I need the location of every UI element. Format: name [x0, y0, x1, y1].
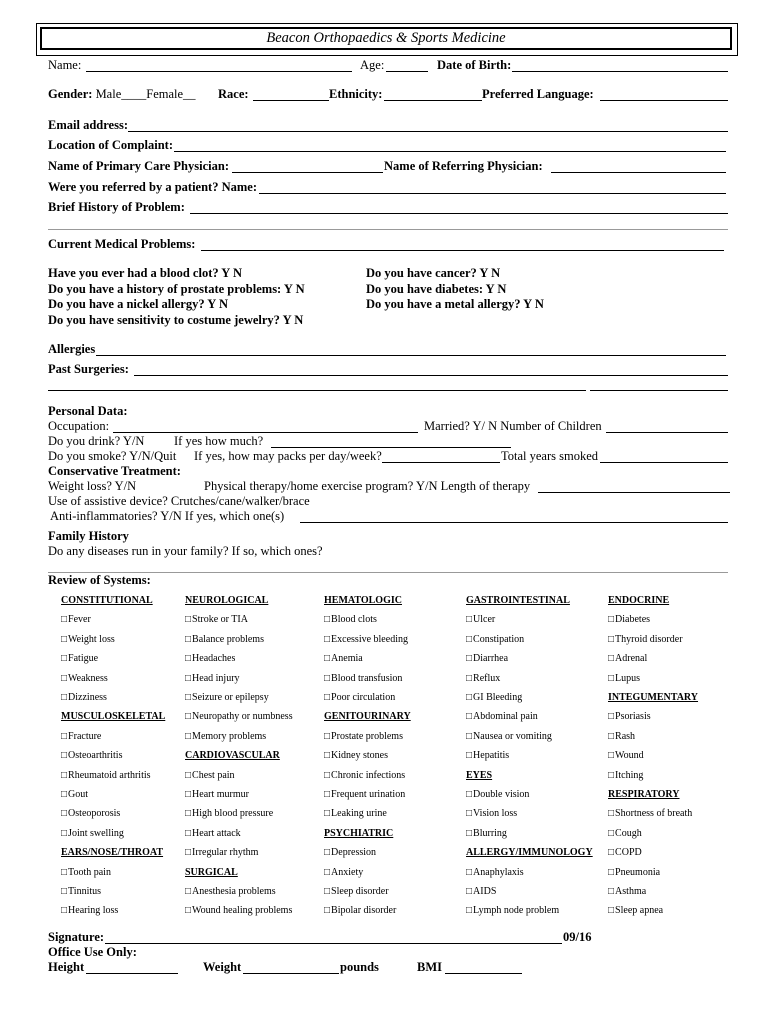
ros-checkbox-weight-loss[interactable]: □ Weight loss	[61, 634, 115, 645]
weight-label: Weight	[203, 960, 242, 974]
signature-label: Signature:	[48, 930, 105, 944]
signature-field[interactable]	[105, 943, 562, 944]
ros-heading-allergy-immunology: ALLERGY/IMMUNOLOGY	[466, 847, 593, 859]
ros-checkbox-weakness[interactable]: □ Weakness	[61, 673, 108, 684]
referred-patient-label: Were you referred by a patient? Name:	[48, 180, 257, 194]
surgeries-field[interactable]	[134, 375, 728, 376]
personal-heading: Personal Data:	[48, 404, 128, 418]
ros-checkbox-frequent-urination[interactable]: □ Frequent urination	[324, 789, 405, 800]
smoke-label[interactable]: Do you smoke? Y/N/Quit	[48, 449, 177, 463]
ros-heading-neurological: NEUROLOGICAL	[185, 595, 269, 606]
packs-label: If yes, how may packs per day/week?	[194, 449, 382, 463]
bmi-field[interactable]	[445, 973, 522, 974]
ros-heading-musculoskeletal: MUSCULOSKELETAL	[61, 711, 166, 723]
weight-loss-label[interactable]: Weight loss? Y/N	[48, 479, 137, 493]
race-field[interactable]	[253, 100, 329, 101]
referred-patient-field[interactable]	[259, 193, 726, 194]
gender-row	[48, 87, 196, 102]
ros-checkbox-wound-healing-problems[interactable]: □ Wound healing problems	[185, 905, 292, 916]
location-label: Location of Complaint:	[48, 138, 173, 152]
ros-checkbox-sleep-apnea[interactable]: □ Sleep apnea	[608, 905, 663, 916]
drink-label[interactable]: Do you drink? Y/N	[48, 434, 145, 448]
dob-label: Date of Birth:	[437, 58, 512, 72]
age-field[interactable]	[386, 71, 428, 72]
ros-checkbox-osteoporosis[interactable]: □ Osteoporosis	[61, 808, 120, 819]
family-history-heading: Family History	[48, 529, 129, 543]
ros-heading-endocrine: ENDOCRINE	[608, 595, 670, 606]
blood-clot-question[interactable]: Have you ever had a blood clot? Y N	[48, 266, 242, 280]
years-smoked-label: Total years smoked	[501, 449, 599, 463]
surgeries-label: Past Surgeries:	[48, 362, 129, 376]
ros-checkbox-stroke-or-tia[interactable]: □ Stroke or TIA	[185, 614, 248, 625]
ethnicity-label: Ethnicity:	[329, 87, 383, 101]
ros-heading-hematologic: HEMATOLOGIC	[324, 595, 402, 606]
family-history-question: Do any diseases run in your family? If so, which ones?	[48, 544, 323, 558]
email-field[interactable]	[128, 131, 728, 132]
occupation-field[interactable]	[113, 432, 418, 433]
height-field[interactable]	[86, 973, 178, 974]
ros-checkbox-fracture[interactable]: □ Fracture	[61, 731, 101, 742]
ros-heading-gastrointestinal: GASTROINTESTINAL	[466, 595, 570, 606]
ros-checkbox-neuropathy-or-numbness[interactable]: □ Neuropathy or numbness	[185, 711, 293, 722]
ros-checkbox-hearing-loss[interactable]: □ Hearing loss	[61, 905, 118, 916]
ros-heading-eyes: EYES	[466, 769, 493, 781]
ros-checkbox-rash[interactable]: □ Rash	[608, 731, 635, 742]
ros-checkbox-joint-swelling[interactable]: □ Joint swelling	[61, 828, 124, 839]
ros-checkbox-gout[interactable]: □ Gout	[61, 789, 88, 800]
allergies-label: Allergies	[48, 342, 96, 356]
ros-checkbox-shortness-of-breath[interactable]: □ Shortness of breath	[608, 808, 692, 819]
ros-checkbox-blood-transfusion[interactable]: □ Blood transfusion	[324, 673, 402, 684]
ros-checkbox-leaking-urine[interactable]: □ Leaking urine	[324, 808, 387, 819]
years-smoked-field[interactable]	[600, 462, 728, 463]
brief-history-field[interactable]	[190, 213, 728, 214]
nickel-allergy-question[interactable]: Do you have a nickel allergy? Y N	[48, 297, 228, 311]
referring-label: Name of Referring Physician:	[384, 159, 543, 173]
office-use-label: Office Use Only:	[48, 945, 137, 959]
ros-checkbox-psoriasis[interactable]: □ Psoriasis	[608, 711, 651, 722]
prostate-question[interactable]: Do you have a history of prostate problems: Y N	[48, 281, 305, 296]
ros-heading-psychiatric: PSYCHIATRIC	[324, 827, 394, 839]
practice-title: Beacon Orthopaedics & Sports Medicine	[266, 30, 506, 46]
ros-checkbox-dizziness[interactable]: □ Dizziness	[61, 692, 107, 703]
ros-heading-integumentary: INTEGUMENTARY	[608, 692, 699, 703]
ros-checkbox-abdominal-pain[interactable]: □ Abdominal pain	[466, 711, 538, 722]
ros-checkbox-reflux[interactable]: □ Reflux	[466, 673, 500, 684]
ros-checkbox-adrenal[interactable]: □ Adrenal	[608, 653, 647, 664]
pcp-field[interactable]	[232, 172, 383, 173]
ros-checkbox-osteoarthritis[interactable]: □ Osteoarthritis	[61, 750, 122, 761]
ros-checkbox-lymph-node-problem[interactable]: □ Lymph node problem	[466, 905, 559, 916]
ros-checkbox-heart-murmur[interactable]: □ Heart murmur	[185, 789, 249, 800]
ros-checkbox-memory-problems[interactable]: □ Memory problems	[185, 731, 266, 742]
ros-checkbox-aids[interactable]: □ AIDS	[466, 886, 496, 897]
ros-checkbox-irregular-rhythm[interactable]: □ Irregular rhythm	[185, 847, 258, 858]
ros-checkbox-wound[interactable]: □ Wound	[608, 750, 644, 761]
name-field[interactable]	[86, 71, 352, 72]
ros-checkbox-thyroid-disorder[interactable]: □ Thyroid disorder	[608, 634, 683, 645]
therapy-label[interactable]: Physical therapy/home exercise program? Y/N Length of therapy	[204, 479, 531, 493]
current-problems-label: Current Medical Problems:	[48, 237, 196, 251]
location-field[interactable]	[174, 151, 726, 152]
diabetes-question[interactable]: Do you have diabetes: Y N	[366, 281, 507, 296]
pcp-label: Name of Primary Care Physician:	[48, 159, 229, 173]
ros-checkbox-kidney-stones[interactable]: □ Kidney stones	[324, 750, 388, 761]
ros-checkbox-constipation[interactable]: □ Constipation	[466, 634, 524, 645]
ros-checkbox-anxiety[interactable]: □ Anxiety	[324, 867, 363, 878]
ros-checkbox-anemia[interactable]: □ Anemia	[324, 653, 363, 664]
ros-checkbox-seizure-or-epilepsy[interactable]: □ Seizure or epilepsy	[185, 692, 269, 703]
ros-checkbox-anesthesia-problems[interactable]: □ Anesthesia problems	[185, 886, 276, 897]
ros-checkbox-balance-problems[interactable]: □ Balance problems	[185, 634, 264, 645]
questions-right	[366, 266, 544, 313]
ros-heading-respiratory: RESPIRATORY	[608, 789, 680, 800]
cancer-question[interactable]: Do you have cancer? Y N	[366, 266, 501, 280]
current-problems-field[interactable]	[201, 250, 724, 251]
ros-checkbox-fever[interactable]: □ Fever	[61, 614, 91, 625]
ros-checkbox-chest-pain[interactable]: □ Chest pain	[185, 770, 235, 781]
ros-checkbox-anaphylaxis[interactable]: □ Anaphylaxis	[466, 867, 524, 878]
ros-checkbox-depression[interactable]: □ Depression	[324, 847, 376, 858]
ros-checkbox-asthma[interactable]: □ Asthma	[608, 886, 646, 897]
conservative-heading: Conservative Treatment:	[48, 464, 181, 478]
ros-checkbox-gi-bleeding[interactable]: □ GI Bleeding	[466, 692, 522, 703]
age-label: Age:	[360, 58, 385, 72]
pounds-label: pounds	[340, 960, 379, 974]
ros-checkbox-diarrhea[interactable]: □ Diarrhea	[466, 653, 508, 664]
ros-checkbox-sleep-disorder[interactable]: □ Sleep disorder	[324, 886, 389, 897]
weight-field[interactable]	[243, 973, 339, 974]
ros-checkbox-fatigue[interactable]: □ Fatigue	[61, 653, 98, 664]
name-label: Name:	[48, 58, 82, 72]
ros-heading-genitourinary: GENITOURINARY	[324, 711, 411, 723]
occupation-label: Occupation:	[48, 419, 110, 433]
ros-checkbox-lupus[interactable]: □ Lupus	[608, 673, 640, 684]
email-label: Email address:	[48, 118, 128, 132]
ros-checkbox-blurring[interactable]: □ Blurring	[466, 828, 507, 839]
ros-heading-surgical: SURGICAL	[185, 866, 238, 878]
gender-options[interactable]: Male____Female__	[95, 87, 196, 101]
drink-amount-field[interactable]	[271, 447, 511, 448]
dob-field[interactable]	[512, 71, 728, 72]
ros-checkbox-ulcer[interactable]: □ Ulcer	[466, 614, 495, 625]
ros-checkbox-double-vision[interactable]: □ Double vision	[466, 789, 529, 800]
brief-history-field-2[interactable]	[48, 229, 728, 230]
ros-checkbox-heart-attack[interactable]: □ Heart attack	[185, 828, 241, 839]
language-field[interactable]	[600, 100, 728, 101]
ros-checkbox-blood-clots[interactable]: □ Blood clots	[324, 614, 377, 625]
ros-checkbox-headaches[interactable]: □ Headaches	[185, 653, 235, 664]
ros-checkbox-poor-circulation[interactable]: □ Poor circulation	[324, 692, 395, 703]
jewelry-question[interactable]: Do you have sensitivity to costume jewelry? Y N	[48, 312, 304, 327]
anti-inflammatories-label[interactable]: Anti-inflammatories? Y/N If yes, which one(s)	[50, 509, 285, 523]
referring-field[interactable]	[551, 172, 726, 173]
surgeries-field-2b[interactable]	[590, 390, 728, 391]
ros-checkbox-rheumatoid-arthritis[interactable]: □ Rheumatoid arthritis	[61, 770, 151, 781]
language-label: Preferred Language:	[482, 87, 594, 101]
surgeries-field-2a[interactable]	[48, 390, 586, 391]
ros-checkbox-head-injury[interactable]: □ Head injury	[185, 673, 240, 684]
ros-checkbox-diabetes[interactable]: □ Diabetes	[608, 614, 650, 625]
gender-label: Gender:	[48, 87, 93, 101]
assistive-device-label[interactable]: Use of assistive device? Crutches/cane/walker/brace	[48, 494, 310, 508]
ros-checkbox-high-blood-pressure[interactable]: □ High blood pressure	[185, 808, 273, 819]
ros-checkbox-tinnitus[interactable]: □ Tinnitus	[61, 886, 101, 897]
ros-heading-ears-nose-throat: EARS/NOSE/THROAT	[61, 847, 164, 859]
brief-history-label: Brief History of Problem:	[48, 200, 185, 214]
ros-heading-cardiovascular: CARDIOVASCULAR	[185, 750, 280, 762]
married-children-label[interactable]: Married? Y/ N Number of Children	[424, 419, 602, 433]
ros-checkbox-prostate-problems[interactable]: □ Prostate problems	[324, 731, 403, 742]
ethnicity-field[interactable]	[384, 100, 482, 101]
therapy-length-field[interactable]	[538, 492, 730, 493]
bmi-label: BMI	[417, 960, 442, 974]
ros-heading-constitutional: CONSTITUTIONAL	[61, 595, 153, 606]
drink-amount-label: If yes how much?	[174, 434, 264, 448]
anti-inflammatories-field[interactable]	[300, 522, 728, 523]
allergies-field[interactable]	[96, 355, 726, 356]
ros-checkbox-itching[interactable]: □ Itching	[608, 770, 643, 781]
packs-field[interactable]	[382, 462, 500, 463]
ros-checkbox-hepatitis[interactable]: □ Hepatitis	[466, 750, 509, 761]
height-label: Height	[48, 960, 85, 974]
ros-checkbox-bipolar-disorder[interactable]: □ Bipolar disorder	[324, 905, 396, 916]
race-label: Race:	[218, 87, 249, 101]
ros-checkbox-nausea-or-vomiting[interactable]: □ Nausea or vomiting	[466, 731, 552, 742]
ros-checkbox-cough[interactable]: □ Cough	[608, 828, 642, 839]
date-version: 09/16	[563, 930, 592, 944]
ros-checkbox-copd[interactable]: □ COPD	[608, 847, 642, 858]
ros-checkbox-vision-loss[interactable]: □ Vision loss	[466, 808, 517, 819]
ros-checkbox-chronic-infections[interactable]: □ Chronic infections	[324, 770, 405, 781]
ros-checkbox-tooth-pain[interactable]: □ Tooth pain	[61, 867, 111, 878]
ros-checkbox-excessive-bleeding[interactable]: □ Excessive bleeding	[324, 634, 408, 645]
ros-heading: Review of Systems:	[48, 573, 151, 587]
metal-allergy-question[interactable]: Do you have a metal allergy? Y N	[366, 297, 544, 311]
questions-left	[48, 266, 305, 328]
children-field[interactable]	[606, 432, 728, 433]
ros-checkbox-pneumonia[interactable]: □ Pneumonia	[608, 867, 660, 878]
